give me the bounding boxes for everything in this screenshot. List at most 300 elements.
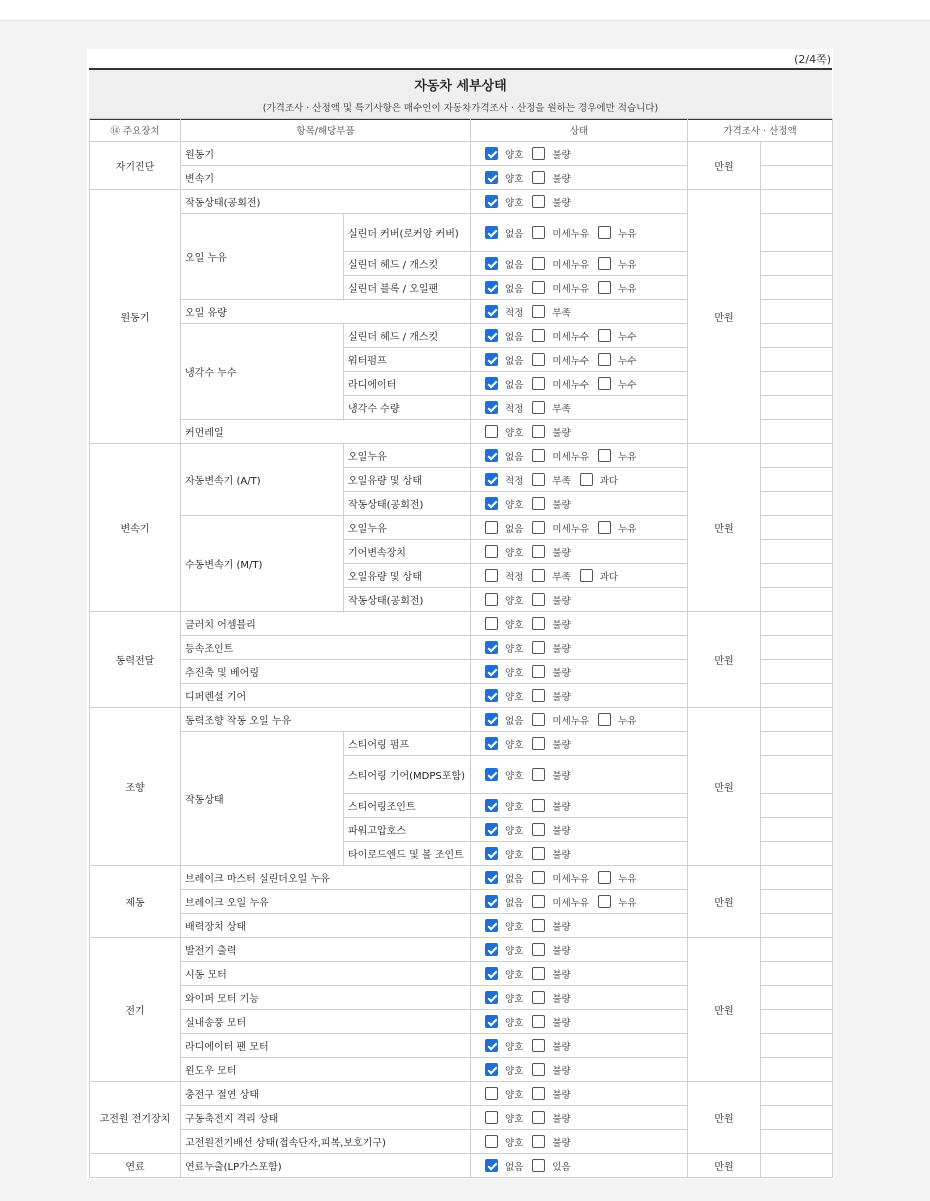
checkbox-option[interactable]	[598, 895, 636, 909]
remark-cell[interactable]	[761, 516, 833, 540]
remark-cell[interactable]	[761, 372, 833, 396]
checkbox-checked[interactable]	[485, 497, 498, 510]
checkbox-option[interactable]	[532, 593, 570, 607]
checkbox-option[interactable]	[532, 689, 570, 703]
checkbox-option[interactable]	[485, 377, 523, 391]
checkbox-unchecked[interactable]	[532, 665, 545, 678]
checkbox-option[interactable]	[532, 449, 589, 463]
remark-cell[interactable]	[761, 492, 833, 516]
checkbox-unchecked[interactable]	[532, 257, 545, 270]
checkbox-checked[interactable]	[485, 713, 498, 726]
checkbox-option[interactable]	[485, 1039, 523, 1053]
checkbox-option[interactable]	[598, 377, 636, 391]
remark-cell[interactable]	[761, 348, 833, 372]
checkbox-checked[interactable]	[485, 473, 498, 486]
item-cell: 브레이크 마스터 실린더오일 누유	[181, 866, 471, 890]
checkbox-unchecked[interactable]	[532, 617, 545, 630]
checkbox-option[interactable]	[532, 226, 589, 240]
remark-cell[interactable]	[761, 636, 833, 660]
category-cell: 제동	[90, 866, 181, 938]
checkbox-unchecked[interactable]	[485, 521, 498, 534]
checkbox-option[interactable]	[532, 1135, 570, 1149]
state-cell	[471, 214, 688, 252]
checkbox-label: 불량	[552, 595, 571, 607]
checkbox-option[interactable]	[485, 823, 523, 837]
checkbox-checked[interactable]	[485, 799, 498, 812]
checkbox-option[interactable]	[598, 353, 636, 367]
state-cell	[471, 142, 688, 166]
checkbox-option[interactable]	[532, 1087, 570, 1101]
checkbox-unchecked[interactable]	[485, 425, 498, 438]
checkbox-label: 양호	[505, 149, 524, 161]
checkbox-label: 누유	[618, 523, 637, 535]
checkbox-label: 미세누유	[552, 228, 590, 240]
checkbox-checked[interactable]	[485, 171, 498, 184]
remark-cell[interactable]	[761, 1058, 833, 1082]
checkbox-option[interactable]	[532, 1111, 570, 1125]
checkbox-label: 양호	[505, 801, 524, 813]
checkbox-label: 불량	[552, 173, 571, 185]
part-cell: 워터펌프	[344, 348, 471, 372]
checkbox-option[interactable]	[532, 823, 570, 837]
checkbox-option[interactable]	[485, 1063, 523, 1077]
remark-cell[interactable]	[761, 708, 833, 732]
checkbox-label: 부족	[552, 307, 571, 319]
checkbox-unchecked[interactable]	[485, 569, 498, 582]
remark-cell[interactable]	[761, 588, 833, 612]
checkbox-option[interactable]	[532, 401, 570, 415]
checkbox-label: 양호	[505, 643, 524, 655]
checkbox-option[interactable]	[485, 1135, 523, 1149]
checkbox-label: 불량	[552, 149, 571, 161]
checkbox-unchecked[interactable]	[532, 425, 545, 438]
category-cell: 고전원 전기장치	[90, 1082, 181, 1154]
remark-cell[interactable]	[761, 166, 833, 190]
checkbox-checked[interactable]	[485, 305, 498, 318]
remark-cell[interactable]	[761, 914, 833, 938]
state-cell	[471, 1130, 688, 1154]
checkbox-option[interactable]	[532, 895, 589, 909]
checkbox-checked[interactable]	[485, 689, 498, 702]
item-cell: 실내송풍 모터	[181, 1010, 471, 1034]
checkbox-label: 양호	[505, 770, 524, 782]
checkbox-option[interactable]	[532, 195, 570, 209]
checkbox-option[interactable]	[532, 545, 570, 559]
remark-cell[interactable]	[761, 190, 833, 214]
header-category: ⑭ 주요장치	[90, 119, 181, 142]
checkbox-option[interactable]	[532, 281, 589, 295]
checkbox-option[interactable]	[485, 281, 523, 295]
checkbox-option[interactable]	[532, 919, 570, 933]
checkbox-option[interactable]	[598, 226, 636, 240]
table-row	[90, 938, 833, 962]
remark-cell[interactable]	[761, 214, 833, 252]
checkbox-label: 없음	[505, 259, 524, 271]
checkbox-option[interactable]	[485, 353, 523, 367]
remark-cell[interactable]	[761, 732, 833, 756]
checkbox-checked[interactable]	[485, 943, 498, 956]
checkbox-option[interactable]	[532, 1063, 570, 1077]
checkbox-checked[interactable]	[485, 641, 498, 654]
checkbox-checked[interactable]	[485, 991, 498, 1004]
remark-cell[interactable]	[761, 938, 833, 962]
state-cell	[471, 492, 688, 516]
checkbox-checked[interactable]	[485, 353, 498, 366]
state-cell	[471, 818, 688, 842]
checkbox-unchecked[interactable]	[532, 593, 545, 606]
item-cell: 윈도우 모터	[181, 1058, 471, 1082]
checkbox-option[interactable]	[485, 919, 523, 933]
checkbox-checked[interactable]	[485, 768, 498, 781]
remark-cell[interactable]	[761, 612, 833, 636]
checkbox-option[interactable]	[532, 1159, 570, 1173]
checkbox-option[interactable]	[485, 871, 523, 885]
checkbox-unchecked[interactable]	[532, 1135, 545, 1148]
checkbox-checked[interactable]	[485, 895, 498, 908]
checkbox-label: 불량	[552, 197, 571, 209]
checkbox-unchecked[interactable]	[485, 1135, 498, 1148]
checkbox-unchecked[interactable]	[532, 1111, 545, 1124]
checkbox-unchecked[interactable]	[580, 569, 593, 582]
checkbox-option[interactable]	[532, 991, 570, 1005]
checkbox-unchecked[interactable]	[532, 1159, 545, 1172]
remark-cell[interactable]	[761, 890, 833, 914]
checkbox-option[interactable]	[485, 1159, 523, 1173]
checkbox-label: 없음	[505, 897, 524, 909]
checkbox-checked[interactable]	[485, 449, 498, 462]
checkbox-option[interactable]	[532, 147, 570, 161]
checkbox-option[interactable]	[485, 171, 523, 185]
checkbox-unchecked[interactable]	[532, 545, 545, 558]
checkbox-option[interactable]	[485, 497, 523, 511]
checkbox-unchecked[interactable]	[532, 895, 545, 908]
checkbox-option[interactable]	[598, 329, 636, 343]
remark-cell[interactable]	[761, 540, 833, 564]
checkbox-option[interactable]	[485, 257, 523, 271]
remark-cell[interactable]	[761, 396, 833, 420]
checkbox-checked[interactable]	[485, 377, 498, 390]
checkbox-option[interactable]	[532, 967, 570, 981]
checkbox-option[interactable]	[598, 713, 636, 727]
checkbox-option[interactable]	[485, 569, 523, 583]
remark-cell[interactable]	[761, 564, 833, 588]
checkbox-option[interactable]	[532, 257, 589, 271]
checkbox-checked[interactable]	[485, 281, 498, 294]
checkbox-option[interactable]	[532, 943, 570, 957]
checkbox-label: 없음	[505, 379, 524, 391]
checkbox-unchecked[interactable]	[532, 967, 545, 980]
checkbox-option[interactable]	[485, 1015, 523, 1029]
checkbox-option[interactable]	[485, 195, 523, 209]
checkbox-option[interactable]	[485, 847, 523, 861]
category-cell: 변속기	[90, 444, 181, 612]
checkbox-option[interactable]	[598, 281, 636, 295]
checkbox-option[interactable]	[598, 257, 636, 271]
remark-cell[interactable]	[761, 660, 833, 684]
checkbox-option[interactable]	[532, 641, 570, 655]
state-cell	[471, 516, 688, 540]
checkbox-label: 누수	[618, 379, 637, 391]
checkbox-option[interactable]	[598, 521, 636, 535]
checkbox-option[interactable]	[485, 226, 523, 240]
checkbox-unchecked[interactable]	[532, 919, 545, 932]
checkbox-option[interactable]	[532, 665, 570, 679]
checkbox-option[interactable]	[485, 768, 523, 782]
checkbox-unchecked[interactable]	[485, 545, 498, 558]
remark-cell[interactable]	[761, 756, 833, 794]
checkbox-unchecked[interactable]	[532, 329, 545, 342]
checkbox-option[interactable]	[485, 449, 523, 463]
checkbox-checked[interactable]	[485, 257, 498, 270]
remark-cell[interactable]	[761, 794, 833, 818]
remark-cell[interactable]	[761, 324, 833, 348]
remark-cell[interactable]	[761, 420, 833, 444]
checkbox-unchecked[interactable]	[532, 195, 545, 208]
item-cell: 변속기	[181, 166, 471, 190]
checkbox-unchecked[interactable]	[532, 281, 545, 294]
remark-cell[interactable]	[761, 684, 833, 708]
state-cell	[471, 612, 688, 636]
remark-cell[interactable]	[761, 986, 833, 1010]
remark-cell[interactable]	[761, 1154, 833, 1178]
checkbox-label: 없음	[505, 451, 524, 463]
remark-cell[interactable]	[761, 300, 833, 324]
checkbox-option[interactable]	[532, 737, 570, 751]
checkbox-option[interactable]	[532, 1015, 570, 1029]
checkbox-label: 양호	[505, 1065, 524, 1077]
checkbox-unchecked[interactable]	[532, 569, 545, 582]
checkbox-label: 불량	[552, 770, 571, 782]
checkbox-unchecked[interactable]	[598, 449, 611, 462]
checkbox-unchecked[interactable]	[532, 943, 545, 956]
checkbox-option[interactable]	[485, 473, 523, 487]
checkbox-unchecked[interactable]	[532, 799, 545, 812]
remark-cell[interactable]	[761, 468, 833, 492]
checkbox-unchecked[interactable]	[532, 377, 545, 390]
checkbox-unchecked[interactable]	[532, 713, 545, 726]
checkbox-option[interactable]	[532, 329, 589, 343]
checkbox-option[interactable]	[485, 665, 523, 679]
checkbox-unchecked[interactable]	[485, 593, 498, 606]
checkbox-unchecked[interactable]	[532, 449, 545, 462]
checkbox-label: 누유	[618, 451, 637, 463]
checkbox-unchecked[interactable]	[532, 1063, 545, 1076]
checkbox-unchecked[interactable]	[532, 226, 545, 239]
checkbox-unchecked[interactable]	[532, 1039, 545, 1052]
checkbox-label: 불량	[552, 1089, 571, 1101]
checkbox-checked[interactable]	[485, 967, 498, 980]
checkbox-checked[interactable]	[485, 401, 498, 414]
checkbox-unchecked[interactable]	[532, 641, 545, 654]
checkbox-label: 양호	[505, 1041, 524, 1053]
checkbox-checked[interactable]	[485, 919, 498, 932]
checkbox-unchecked[interactable]	[485, 617, 498, 630]
checkbox-option[interactable]	[485, 521, 523, 535]
checkbox-checked[interactable]	[485, 226, 498, 239]
item-cell: 커먼레일	[181, 420, 471, 444]
checkbox-unchecked[interactable]	[598, 281, 611, 294]
checkbox-option[interactable]	[485, 895, 523, 909]
checkbox-option[interactable]	[532, 305, 570, 319]
checkbox-unchecked[interactable]	[598, 257, 611, 270]
form-title: 자동차 세부상태	[414, 79, 507, 94]
checkbox-option[interactable]	[532, 425, 570, 439]
checkbox-option[interactable]	[485, 617, 523, 631]
checkbox-option[interactable]	[485, 713, 523, 727]
checkbox-option[interactable]	[485, 545, 523, 559]
checkbox-label: 양호	[505, 993, 524, 1005]
item-cell: 수동변속기 (M/T)	[181, 516, 344, 612]
checkbox-option[interactable]	[532, 521, 589, 535]
checkbox-unchecked[interactable]	[598, 713, 611, 726]
state-cell	[471, 540, 688, 564]
checkbox-checked[interactable]	[485, 1159, 498, 1172]
checkbox-unchecked[interactable]	[532, 401, 545, 414]
checkbox-option[interactable]	[485, 329, 523, 343]
checkbox-unchecked[interactable]	[532, 768, 545, 781]
state-cell	[471, 1034, 688, 1058]
checkbox-option[interactable]	[485, 593, 523, 607]
checkbox-label: 불량	[552, 1113, 571, 1125]
checkbox-option[interactable]	[485, 147, 523, 161]
checkbox-option[interactable]	[485, 737, 523, 751]
checkbox-option[interactable]	[485, 425, 523, 439]
checkbox-checked[interactable]	[485, 147, 498, 160]
remark-cell[interactable]	[761, 142, 833, 166]
checkbox-checked[interactable]	[485, 1039, 498, 1052]
checkbox-checked[interactable]	[485, 665, 498, 678]
remark-cell[interactable]	[761, 818, 833, 842]
checkbox-unchecked[interactable]	[532, 353, 545, 366]
remark-cell[interactable]	[761, 1010, 833, 1034]
state-cell	[471, 1154, 688, 1178]
price-unit: 만원	[688, 190, 761, 444]
checkbox-option[interactable]	[532, 799, 570, 813]
checkbox-label: 불량	[552, 1065, 571, 1077]
checkbox-unchecked[interactable]	[598, 895, 611, 908]
checkbox-label: 양호	[505, 197, 524, 209]
form-header	[89, 68, 832, 120]
checkbox-option[interactable]	[532, 617, 570, 631]
price-unit: 만원	[688, 708, 761, 866]
checkbox-option[interactable]	[598, 449, 636, 463]
remark-cell[interactable]	[761, 444, 833, 468]
checkbox-checked[interactable]	[485, 871, 498, 884]
item-cell: 오일 누유	[181, 214, 344, 300]
checkbox-unchecked[interactable]	[598, 329, 611, 342]
checkbox-unchecked[interactable]	[598, 353, 611, 366]
checkbox-option[interactable]	[485, 799, 523, 813]
checkbox-option[interactable]	[532, 847, 570, 861]
checkbox-option[interactable]	[532, 473, 570, 487]
remark-cell[interactable]	[761, 866, 833, 890]
part-cell: 작동상태(공회전)	[344, 492, 471, 516]
checkbox-unchecked[interactable]	[532, 991, 545, 1004]
state-cell	[471, 166, 688, 190]
checkbox-label: 과다	[599, 475, 619, 487]
item-cell: 클러치 어셈블리	[181, 612, 471, 636]
checkbox-unchecked[interactable]	[532, 473, 545, 486]
checkbox-option[interactable]	[485, 943, 523, 957]
checkbox-unchecked[interactable]	[532, 147, 545, 160]
checkbox-unchecked[interactable]	[532, 689, 545, 702]
remark-cell[interactable]	[761, 1106, 833, 1130]
checkbox-unchecked[interactable]	[532, 1015, 545, 1028]
checkbox-unchecked[interactable]	[598, 521, 611, 534]
checkbox-option[interactable]	[532, 171, 570, 185]
remark-cell[interactable]	[761, 1130, 833, 1154]
remark-cell[interactable]	[761, 252, 833, 276]
checkbox-option[interactable]	[485, 401, 523, 415]
checkbox-option[interactable]	[485, 1111, 523, 1125]
remark-cell[interactable]	[761, 962, 833, 986]
checkbox-checked[interactable]	[485, 737, 498, 750]
checkbox-unchecked[interactable]	[532, 737, 545, 750]
checkbox-option[interactable]	[485, 305, 523, 319]
checkbox-unchecked[interactable]	[532, 847, 545, 860]
checkbox-option[interactable]	[532, 377, 589, 391]
checkbox-unchecked[interactable]	[485, 1087, 498, 1100]
remark-cell[interactable]	[761, 842, 833, 866]
remark-cell[interactable]	[761, 276, 833, 300]
checkbox-unchecked[interactable]	[532, 1087, 545, 1100]
checkbox-unchecked[interactable]	[532, 305, 545, 318]
checkbox-option[interactable]	[580, 473, 618, 487]
checkbox-option[interactable]	[532, 768, 570, 782]
checkbox-unchecked[interactable]	[485, 1111, 498, 1124]
checkbox-unchecked[interactable]	[580, 473, 593, 486]
checkbox-option[interactable]	[532, 353, 589, 367]
part-cell: 오일유량 및 상태	[344, 564, 471, 588]
checkbox-option[interactable]	[532, 1039, 570, 1053]
state-cell	[471, 564, 688, 588]
checkbox-checked[interactable]	[485, 1063, 498, 1076]
table-header-row	[90, 119, 833, 142]
checkbox-option[interactable]	[532, 871, 589, 885]
state-cell	[471, 252, 688, 276]
checkbox-unchecked[interactable]	[598, 377, 611, 390]
checkbox-option[interactable]	[485, 1087, 523, 1101]
checkbox-label: 누유	[618, 228, 637, 240]
checkbox-checked[interactable]	[485, 823, 498, 836]
checkbox-option[interactable]	[485, 641, 523, 655]
checkbox-option[interactable]	[485, 967, 523, 981]
state-cell	[471, 708, 688, 732]
table-row	[90, 708, 833, 732]
checkbox-checked[interactable]	[485, 329, 498, 342]
checkbox-option[interactable]	[532, 497, 570, 511]
checkbox-unchecked[interactable]	[532, 171, 545, 184]
checkbox-unchecked[interactable]	[532, 823, 545, 836]
checkbox-option[interactable]	[532, 713, 589, 727]
checkbox-unchecked[interactable]	[532, 497, 545, 510]
checkbox-option[interactable]	[485, 689, 523, 703]
checkbox-checked[interactable]	[485, 1015, 498, 1028]
remark-cell[interactable]	[761, 1034, 833, 1058]
checkbox-option[interactable]	[598, 871, 636, 885]
checkbox-unchecked[interactable]	[598, 226, 611, 239]
checkbox-unchecked[interactable]	[532, 871, 545, 884]
checkbox-option[interactable]	[580, 569, 618, 583]
checkbox-checked[interactable]	[485, 195, 498, 208]
checkbox-checked[interactable]	[485, 847, 498, 860]
checkbox-option[interactable]	[485, 991, 523, 1005]
state-cell	[471, 324, 688, 348]
remark-cell[interactable]	[761, 1082, 833, 1106]
checkbox-unchecked[interactable]	[532, 521, 545, 534]
checkbox-unchecked[interactable]	[598, 871, 611, 884]
checkbox-option[interactable]	[532, 569, 570, 583]
